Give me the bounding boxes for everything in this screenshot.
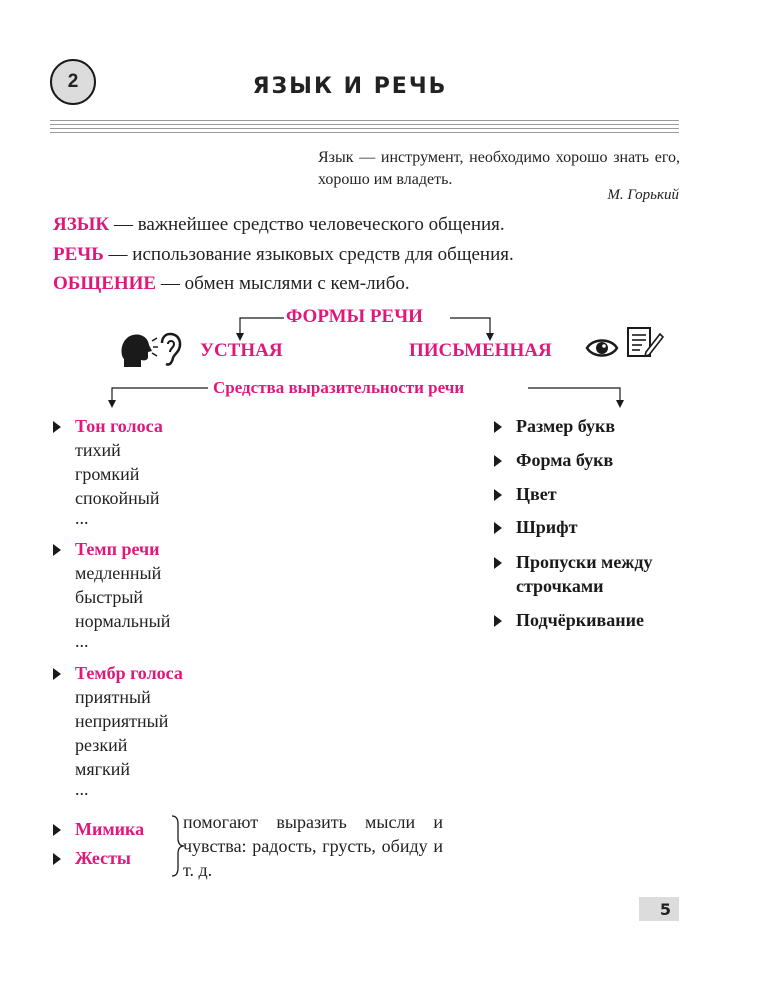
gesture-item-gestures: [75, 846, 131, 870]
oral-form-label: УСТНАЯ: [200, 340, 283, 361]
oral-mean-value: нормальный: [75, 611, 171, 631]
written-mean-item: [516, 448, 613, 472]
definition-text: — использование языковых средств для общения.: [103, 244, 514, 265]
eye-icon: [585, 336, 619, 360]
page-number-value: 5: [659, 899, 671, 919]
oral-mean-value: спокойный: [75, 488, 160, 508]
oral-mean-item: [75, 414, 163, 526]
bullet-triangle-icon: [494, 557, 502, 569]
written-mean-item: [516, 414, 615, 438]
document-pen-icon: [626, 326, 664, 360]
oral-mean-label: Тон голоса: [75, 416, 163, 436]
speech-forms-title: ФОРМЫ РЕЧИ: [286, 306, 423, 327]
bullet-triangle-icon: [53, 824, 61, 836]
oral-mean-value: медленный: [75, 563, 162, 583]
written-mean-label: Цвет: [516, 484, 557, 504]
written-mean-label: Подчёркивание: [516, 610, 644, 630]
definition-text: — обмен мыслями с кем-либо.: [156, 273, 410, 294]
oral-mean-label: Темп речи: [75, 539, 160, 559]
epigraph-quote: Язык — инструмент, необходимо хорошо знать его, хорошо им владеть.: [318, 149, 680, 188]
epigraph-author: М. Горький: [607, 187, 679, 203]
definition-term: ЯЗЫК: [53, 214, 110, 235]
arrow-to-oral: [240, 318, 284, 335]
written-mean-label: Пропуски между строчками: [516, 552, 653, 596]
bullet-triangle-icon: [494, 421, 502, 433]
chapter-number: 2: [67, 71, 79, 92]
written-mean-item: [516, 550, 686, 598]
written-mean-label: Форма букв: [516, 450, 614, 470]
oral-mean-value: неприятный: [75, 711, 169, 731]
oral-mean-value: мягкий: [75, 759, 131, 779]
oral-mean-value: громкий: [75, 464, 140, 484]
bullet-triangle-icon: [494, 615, 502, 627]
written-mean-item: [516, 482, 557, 506]
oral-mean-value: быстрый: [75, 587, 144, 607]
bullet-triangle-icon: [53, 421, 61, 433]
page-title: ЯЗЫК И РЕЧЬ: [252, 74, 448, 99]
definition-term: ОБЩЕНИЕ: [53, 273, 157, 294]
written-form-label: ПИСЬМЕННАЯ: [409, 340, 552, 361]
arrow-to-written: [450, 318, 490, 335]
bullet-triangle-icon: [53, 544, 61, 556]
oral-mean-value: ...: [75, 631, 89, 651]
page-number: [639, 897, 679, 921]
bullet-triangle-icon: [53, 853, 61, 865]
definition-text: — важнейшее средство человеческого общения.: [109, 214, 505, 235]
oral-mean-item: [75, 537, 170, 649]
written-mean-label: Размер букв: [516, 416, 616, 436]
arrow-to-oral-means: [112, 388, 208, 402]
bullet-triangle-icon: [494, 455, 502, 467]
gesture-label: Жесты: [75, 848, 131, 868]
definition-term: РЕЧЬ: [53, 244, 104, 265]
oral-mean-value: тихий: [75, 440, 121, 460]
oral-mean-value: приятный: [75, 687, 151, 707]
written-mean-item: [516, 515, 577, 539]
oral-mean-value: резкий: [75, 735, 128, 755]
oral-mean-label: Тембр голоса: [75, 663, 183, 683]
oral-mean-item: [75, 661, 183, 797]
written-mean-item: [516, 608, 644, 632]
means-of-expression-title: Средства выразительности речи: [213, 378, 465, 397]
gesture-item-mimicry: [75, 817, 144, 841]
ear-icon: [160, 332, 184, 368]
bullet-triangle-icon: [53, 668, 61, 680]
bullet-triangle-icon: [494, 489, 502, 501]
speaking-head-icon: [120, 331, 160, 369]
bullet-triangle-icon: [494, 522, 502, 534]
oral-mean-value: ...: [75, 779, 89, 799]
gestures-explanation: помогают выразить мысли и чувства: радость, грусть, обиду и т. д.: [183, 812, 443, 880]
gesture-label: Мимика: [75, 819, 145, 839]
arrow-to-written-means: [528, 388, 620, 402]
oral-mean-value: ...: [75, 508, 89, 528]
written-mean-label: Шрифт: [516, 517, 578, 537]
